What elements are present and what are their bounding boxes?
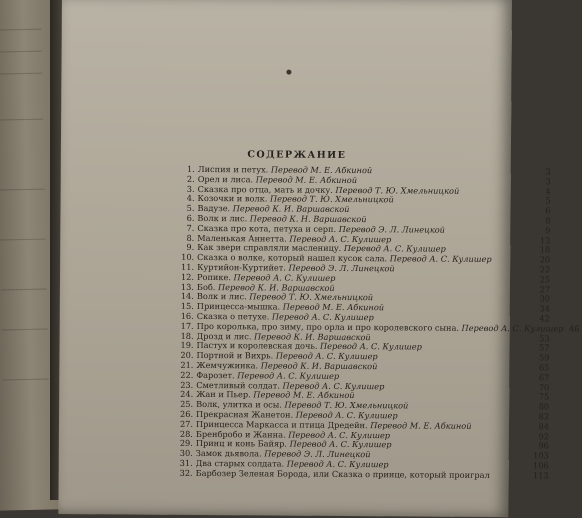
toc-entry-page: 106 [533, 461, 549, 471]
toc-entry-page: 30 [534, 295, 550, 305]
toc-entry-page: 9 [534, 226, 550, 236]
toc-entry-title: Боб. [197, 282, 216, 292]
toc-entry-page: 84 [533, 422, 549, 432]
toc-entry-title: Козочки и волк. [198, 193, 268, 203]
toc-entry-page: 25 [534, 275, 550, 285]
toc-entry-page: 92 [533, 432, 549, 442]
toc-entry-title: Замок дьявола. [196, 448, 262, 458]
toc-entry-page: 65 [533, 363, 549, 373]
toc-entry-translator: Перевод А. С. Кулишер [290, 439, 392, 450]
toc-entry-number: 26. [177, 410, 193, 420]
toc-entry-title: Два старых солдата. [196, 458, 284, 469]
toc-entry-translator: Перевод А. С. Кулишер [272, 311, 374, 322]
toc-entry-number: 31. [177, 459, 193, 469]
toc-entry-translator: Перевод А. С. Кулишер [288, 429, 390, 440]
toc-entry-number: 27. [177, 420, 193, 430]
toc-entry-translator: Перевод К. И. Варшавской [218, 282, 335, 293]
toc-entry-page: 20 [534, 255, 550, 265]
toc-entry-page: 96 [533, 442, 549, 452]
toc-entry-number: 29. [177, 439, 193, 449]
toc-entry-page: 22 [534, 265, 550, 275]
toc-entry-number: 21. [177, 361, 193, 371]
toc-entry-number: 24. [177, 390, 193, 400]
toc-entry-translator: Перевод А. С. Кулишер [237, 370, 339, 381]
toc-entry-title: Орел и лиса. [198, 174, 253, 184]
toc-entry-number: 2. [179, 175, 195, 185]
toc-entry-translator: Перевод К. И. Варшавской [261, 360, 378, 371]
toc-entry-number: 22. [177, 371, 193, 381]
toc-entry-translator: Перевод М. Е. Абкиной [271, 164, 372, 175]
toc-entry-title: Про королька, про зиму, про орла и про королевского сына. [197, 321, 459, 333]
toc-entry-translator: Перевод А. С. Кулишер [462, 323, 564, 334]
toc-entry-number: 12. [178, 273, 194, 283]
toc-entry-title: Барбозер Зеленая Борода, или Сказка о принце, который проиграл [196, 468, 490, 480]
toc-entry-page: 113 [533, 471, 549, 481]
toc-entry-page: 46 [563, 324, 579, 334]
toc-entry-title: Сметливый солдат. [196, 379, 280, 390]
toc-entry-page: 4 [535, 187, 551, 197]
toc-entry-translator: Перевод М. Е. Абкиной [253, 390, 354, 401]
toc-entry-number: 16. [178, 312, 194, 322]
toc-entry-title: Как звери справляли масленицу. [197, 242, 341, 253]
toc-entry-number: 4. [179, 194, 195, 204]
toc-entry-page: 6 [534, 206, 550, 216]
toc-entry-page: 42 [534, 314, 550, 324]
toc-entry-page: 103 [533, 451, 549, 461]
toc-entry [177, 469, 549, 481]
toc-entry-number: 8. [178, 233, 194, 243]
toc-entry-page: 27 [534, 285, 550, 295]
toc-entry-page: 75 [533, 393, 549, 403]
toc-entry-title: Жемчужинка. [196, 360, 258, 370]
toc-entry-title-line [196, 469, 533, 481]
toc-entry-title: Волк и лис. [197, 213, 247, 223]
toc-entry-number: 11. [178, 263, 194, 273]
toc-entry-translator: Перевод Э. Л. Линецкой [339, 224, 445, 235]
toc-entry-title: Сказка про кота, петуха и серп. [197, 223, 336, 234]
toc-entry-translator: Перевод К. Н. Варшавской [250, 213, 367, 224]
toc-entry-number: 30. [177, 449, 193, 459]
toc-entry-title: Принц и конь Байяр. [196, 438, 287, 449]
toc-entry-translator: Перевод Т. Ю. Хмельницкой [270, 194, 394, 205]
toc-entry-title: Принцесса Маркасса и птица Дредейн. [196, 419, 368, 430]
toc-entry-page: 53 [534, 334, 550, 344]
toc-entry-title: Сказка о петухе. [197, 311, 270, 322]
toc-entry-title: Сказка про отца, мать и дочку. [198, 184, 333, 195]
toc-entry-page: 70 [533, 383, 549, 393]
toc-entry-page: 82 [533, 412, 549, 422]
toc-entry-title: Пастух и королевская дочь. [197, 340, 318, 351]
toc-entry-title: Волк, улитка и осы. [196, 399, 282, 410]
toc-entry-translator: Перевод А. С. Кулишер [320, 341, 422, 352]
toc-entry-page: 67 [533, 373, 549, 383]
toc-entry-title: Портной и Вихрь. [196, 350, 273, 361]
toc-entry-title: Маленькая Аннетта. [197, 233, 287, 244]
toc-entry-translator: Перевод А. С. Кулишер [289, 233, 391, 244]
toc-entry-translator: Перевод М. Е. Абкиной [370, 420, 471, 431]
toc-entry-page: 13 [534, 236, 550, 246]
toc-entry-title: Дрозд и лис. [197, 330, 252, 340]
toc-entry-translator: Перевод А. С. Кулишер [276, 351, 378, 362]
toc-entry-translator: Перевод Т. Ю. Хмельницкой [284, 400, 408, 411]
toc-entry-page: 80 [533, 402, 549, 412]
toc-entry-translator: Перевод А. С. Кулишер [282, 380, 384, 391]
toc-entry-number: 23. [177, 380, 193, 390]
toc-entry-page: 18 [534, 246, 550, 256]
toc-entry-translator: Перевод Т. Ю. Хмельницкой [335, 185, 459, 196]
toc-entry-number: 1. [179, 165, 195, 175]
toc-entry-number: 3. [179, 184, 195, 194]
table-of-contents [177, 165, 551, 481]
toc-entry-page: 3 [535, 167, 551, 177]
toc-entry-number: 6. [178, 214, 194, 224]
toc-entry-title: Прекрасная Жанетон. [196, 409, 293, 420]
ink-speck [286, 70, 291, 75]
toc-entry-page: 5 [535, 197, 551, 207]
toc-entry-number: 5. [178, 204, 194, 214]
toc-entry-translator: Перевод М. Е. Абкиной [256, 174, 357, 185]
toc-entry-number: 20. [177, 351, 193, 361]
toc-entry-number: 19. [178, 341, 194, 351]
toc-entry-title: Фарозет. [196, 370, 234, 380]
toc-entry-translator: Перевод Э. Л. Линецкой [264, 449, 370, 460]
toc-entry-number: 25. [177, 400, 193, 410]
toc-entry-translator: Перевод Т. Ю. Хмельницкой [249, 292, 373, 303]
toc-entry-translator: Перевод А. С. Кулишер [234, 272, 336, 283]
toc-entry-number: 32. [177, 469, 193, 479]
toc-entry-page: 59 [533, 353, 549, 363]
toc-entry-translator: Перевод К. И. Варшавской [233, 203, 350, 214]
toc-entry-page: 34 [534, 304, 550, 314]
toc-entry-translator: Перевод Э. Л. Линецкой [288, 263, 394, 274]
toc-entry-page: 3 [535, 177, 551, 187]
toc-entry-number: 7. [178, 224, 194, 234]
toc-entry-title: Лиспия и петух. [198, 164, 269, 174]
toc-entry-page: 57 [534, 344, 550, 354]
toc-entry-number: 17. [178, 322, 194, 332]
toc-entry-number: 28. [177, 429, 193, 439]
toc-entry-title: Жан и Пьер. [196, 389, 251, 399]
toc-entry-number: 15. [178, 302, 194, 312]
toc-entry-translator: Перевод А. С. Кулишер [390, 253, 492, 264]
toc-entry-translator: Перевод А. С. Кулишер [287, 458, 389, 469]
toc-entry-translator: Перевод А. С. Кулишер [344, 243, 446, 254]
page-title: СОДЕРЖАНИЕ [207, 149, 387, 161]
toc-entry-page: 8 [534, 216, 550, 226]
toc-entry-number: 14. [178, 292, 194, 302]
toc-entry-number: 9. [178, 243, 194, 253]
toc-entry-number: 18. [178, 331, 194, 341]
book-page [58, 0, 512, 517]
toc-entry-title: Вадузе. [197, 203, 230, 213]
toc-entry-number: 13. [178, 282, 194, 292]
toc-entry-number: 10. [178, 253, 194, 263]
toc-entry-title: Ропике. [197, 272, 231, 282]
toc-entry-translator: Перевод М. Е. Абкиной [283, 302, 384, 313]
toc-entry-translator: Перевод А. С. Кулишер [296, 410, 398, 421]
toc-entry-title: Сказка о волке, который нашел кусок сала. [197, 252, 387, 263]
toc-entry-title: Волк и лис. [197, 291, 247, 301]
toc-entry-title: Куртийон-Куртийет. [197, 262, 286, 273]
toc-entry-title: Принцесса-мышка. [197, 301, 280, 312]
toc-entry-translator: Перевод К. И. Варшавской [254, 331, 371, 342]
toc-entry-title: Бренбробо и Жанна. [196, 428, 286, 439]
